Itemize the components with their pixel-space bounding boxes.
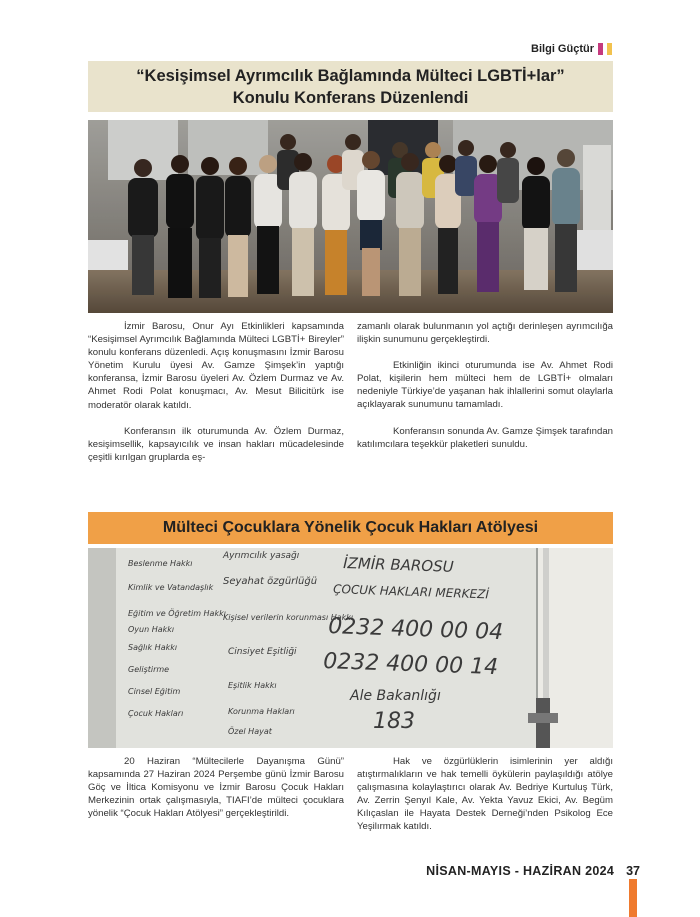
article1-paragraph-3: Etkinliğin ikinci oturumunda ise Av. Ahmet Rodi Polat, kişilerin hem mülteci hem de LGBTİ+ olmaları nedeniyle Türkiye’de yaşanan hak ihlallerini somut olaylarla açıklayarak sunumunu tamamladı.	[357, 360, 613, 411]
whiteboard-photo	[88, 548, 613, 748]
board-phone1: 0232 400 00 04	[327, 614, 504, 646]
board-left-word-2: Kimlik ve Vatandaşlık	[128, 583, 214, 592]
board-left-word-3: Eğitim ve Öğretim Hakkı	[128, 609, 226, 618]
article2-paragraph-1: 20 Haziran “Mültecilerle Dayanışma Günü” kapsamında 27 Haziran 2024 Perşembe günü İzmir Barosu Göç ve İltica Komisyonu ve İzmir Barosu Çocuk Hakları Merkezinin ortak çalışmasıyla, TIAFI’de mülteci çocuklara yönelik “Çocuk Hakları Atölyesi” gerçekleştirildi.	[88, 756, 344, 820]
group-photo	[88, 120, 613, 313]
page-edge-strip	[629, 879, 637, 917]
board-mid-word-2: Seyahat özgürlüğü	[223, 576, 318, 587]
board-ext-number: 183	[373, 709, 415, 734]
board-mid-word-3: Kişisel verilerin korunması Hakkı	[223, 613, 354, 622]
section-tag-yellow-bar	[607, 43, 612, 55]
article2-left-column	[88, 755, 344, 833]
section-tag-label: Bilgi Güçtür	[531, 43, 594, 55]
board-left-word-6: Geliştirme	[128, 665, 170, 674]
board-mid-word-7: Özel Hayat	[228, 727, 272, 736]
article1-title	[88, 61, 613, 112]
page-number: 37	[626, 864, 640, 878]
issue-label: NİSAN-MAYIS - HAZİRAN 2024	[426, 864, 615, 878]
article1-paragraph-2-continued: zamanlı olarak bulunmanın yol açtığı derinleşen ayrımcılığa ilişkin sunumunu gerçekleştirdi.	[357, 321, 613, 346]
board-left-word-4: Oyun Hakkı	[128, 625, 175, 634]
board-phone2: 0232 400 00 14	[322, 649, 499, 681]
article1-paragraph-2: Konferansın ilk oturumunda Av. Özlem Durmaz, kesişimsellik, kapsayıcılık ve insan hakları mücadelesinde çeşitli kırılgan gruplarda eş-	[88, 425, 344, 463]
board-left-word-7: Cinsel Eğitim	[128, 687, 181, 696]
article2-title: Mülteci Çocuklara Yönelik Çocuk Hakları Atölyesi	[88, 512, 613, 544]
board-mid-word-5: Eşitlik Hakkı	[228, 681, 277, 690]
board-mid-word-4: Cinsiyet Eşitliği	[228, 647, 297, 657]
page-footer	[426, 864, 640, 878]
section-tag-pink-bar	[598, 43, 603, 55]
board-mid-word-1: Ayrımcılık yasağı	[223, 551, 300, 561]
article1-paragraph-4: Konferansın sonunda Av. Gamze Şimşek tarafından katılımcılara teşekkür plaketleri sunuldu.	[357, 425, 613, 450]
board-left-word-5: Sağlık Hakkı	[128, 643, 178, 652]
article1-title-line1: “Kesişimsel Ayrımcılık Bağlamında Mülteci LGBTİ+lar”	[136, 66, 565, 85]
article1-right-column	[357, 320, 613, 464]
article2-right-column	[357, 755, 613, 847]
board-left-word-1: Beslenme Hakkı	[128, 559, 193, 568]
board-mid-word-6: Korunma Hakları	[228, 707, 295, 716]
board-line2: ÇOCUK HAKLARI MERKEZİ	[332, 582, 490, 602]
board-left-word-8: Çocuk Hakları	[128, 709, 184, 718]
article1-title-line2: Konulu Konferans Düzenlendi	[232, 88, 469, 107]
article1-left-column	[88, 320, 344, 477]
article2-paragraph-2: Hak ve özgürlüklerin isimlerinin yer aldığı atıştırmalıkların ve hak temelli öykülerin paylaşıldığı atölye çalışmasına kolaylaştırıcı olarak Av. Bedriye Kurtuluş Türk, Av. Zerrin Şenyıl Kale, Av. Yekta Yavuz Ekici, Av. Begüm Kılıçaslan ile Hayata Destek Derneği’nden Psikolog Ece Yeşilırmak katıldı.	[357, 756, 613, 833]
board-ext-label: Ale Bakanlığı	[350, 688, 441, 704]
section-tag	[531, 43, 612, 55]
board-line1: İZMİR BAROSU	[342, 554, 454, 576]
article1-paragraph-1: İzmir Barosu, Onur Ayı Etkinlikleri kapsamında “Kesişimsel Ayrımcılık Bağlamında Mülteci LGBTİ+ Bireyler” konulu konferans düzenledi. Açış konuşmasını İzmir Barosu Yönetim Kurulu üyesi Av. Gamze Şimşek’in yaptığı konferansa, İzmir Barosu üyeleri Av. Özlem Durmaz ve Av. Ahmet Rodi Polat konuşmacı, Av. Mesut Bilicitürk ise moderatör olarak katıldı.	[88, 321, 344, 411]
